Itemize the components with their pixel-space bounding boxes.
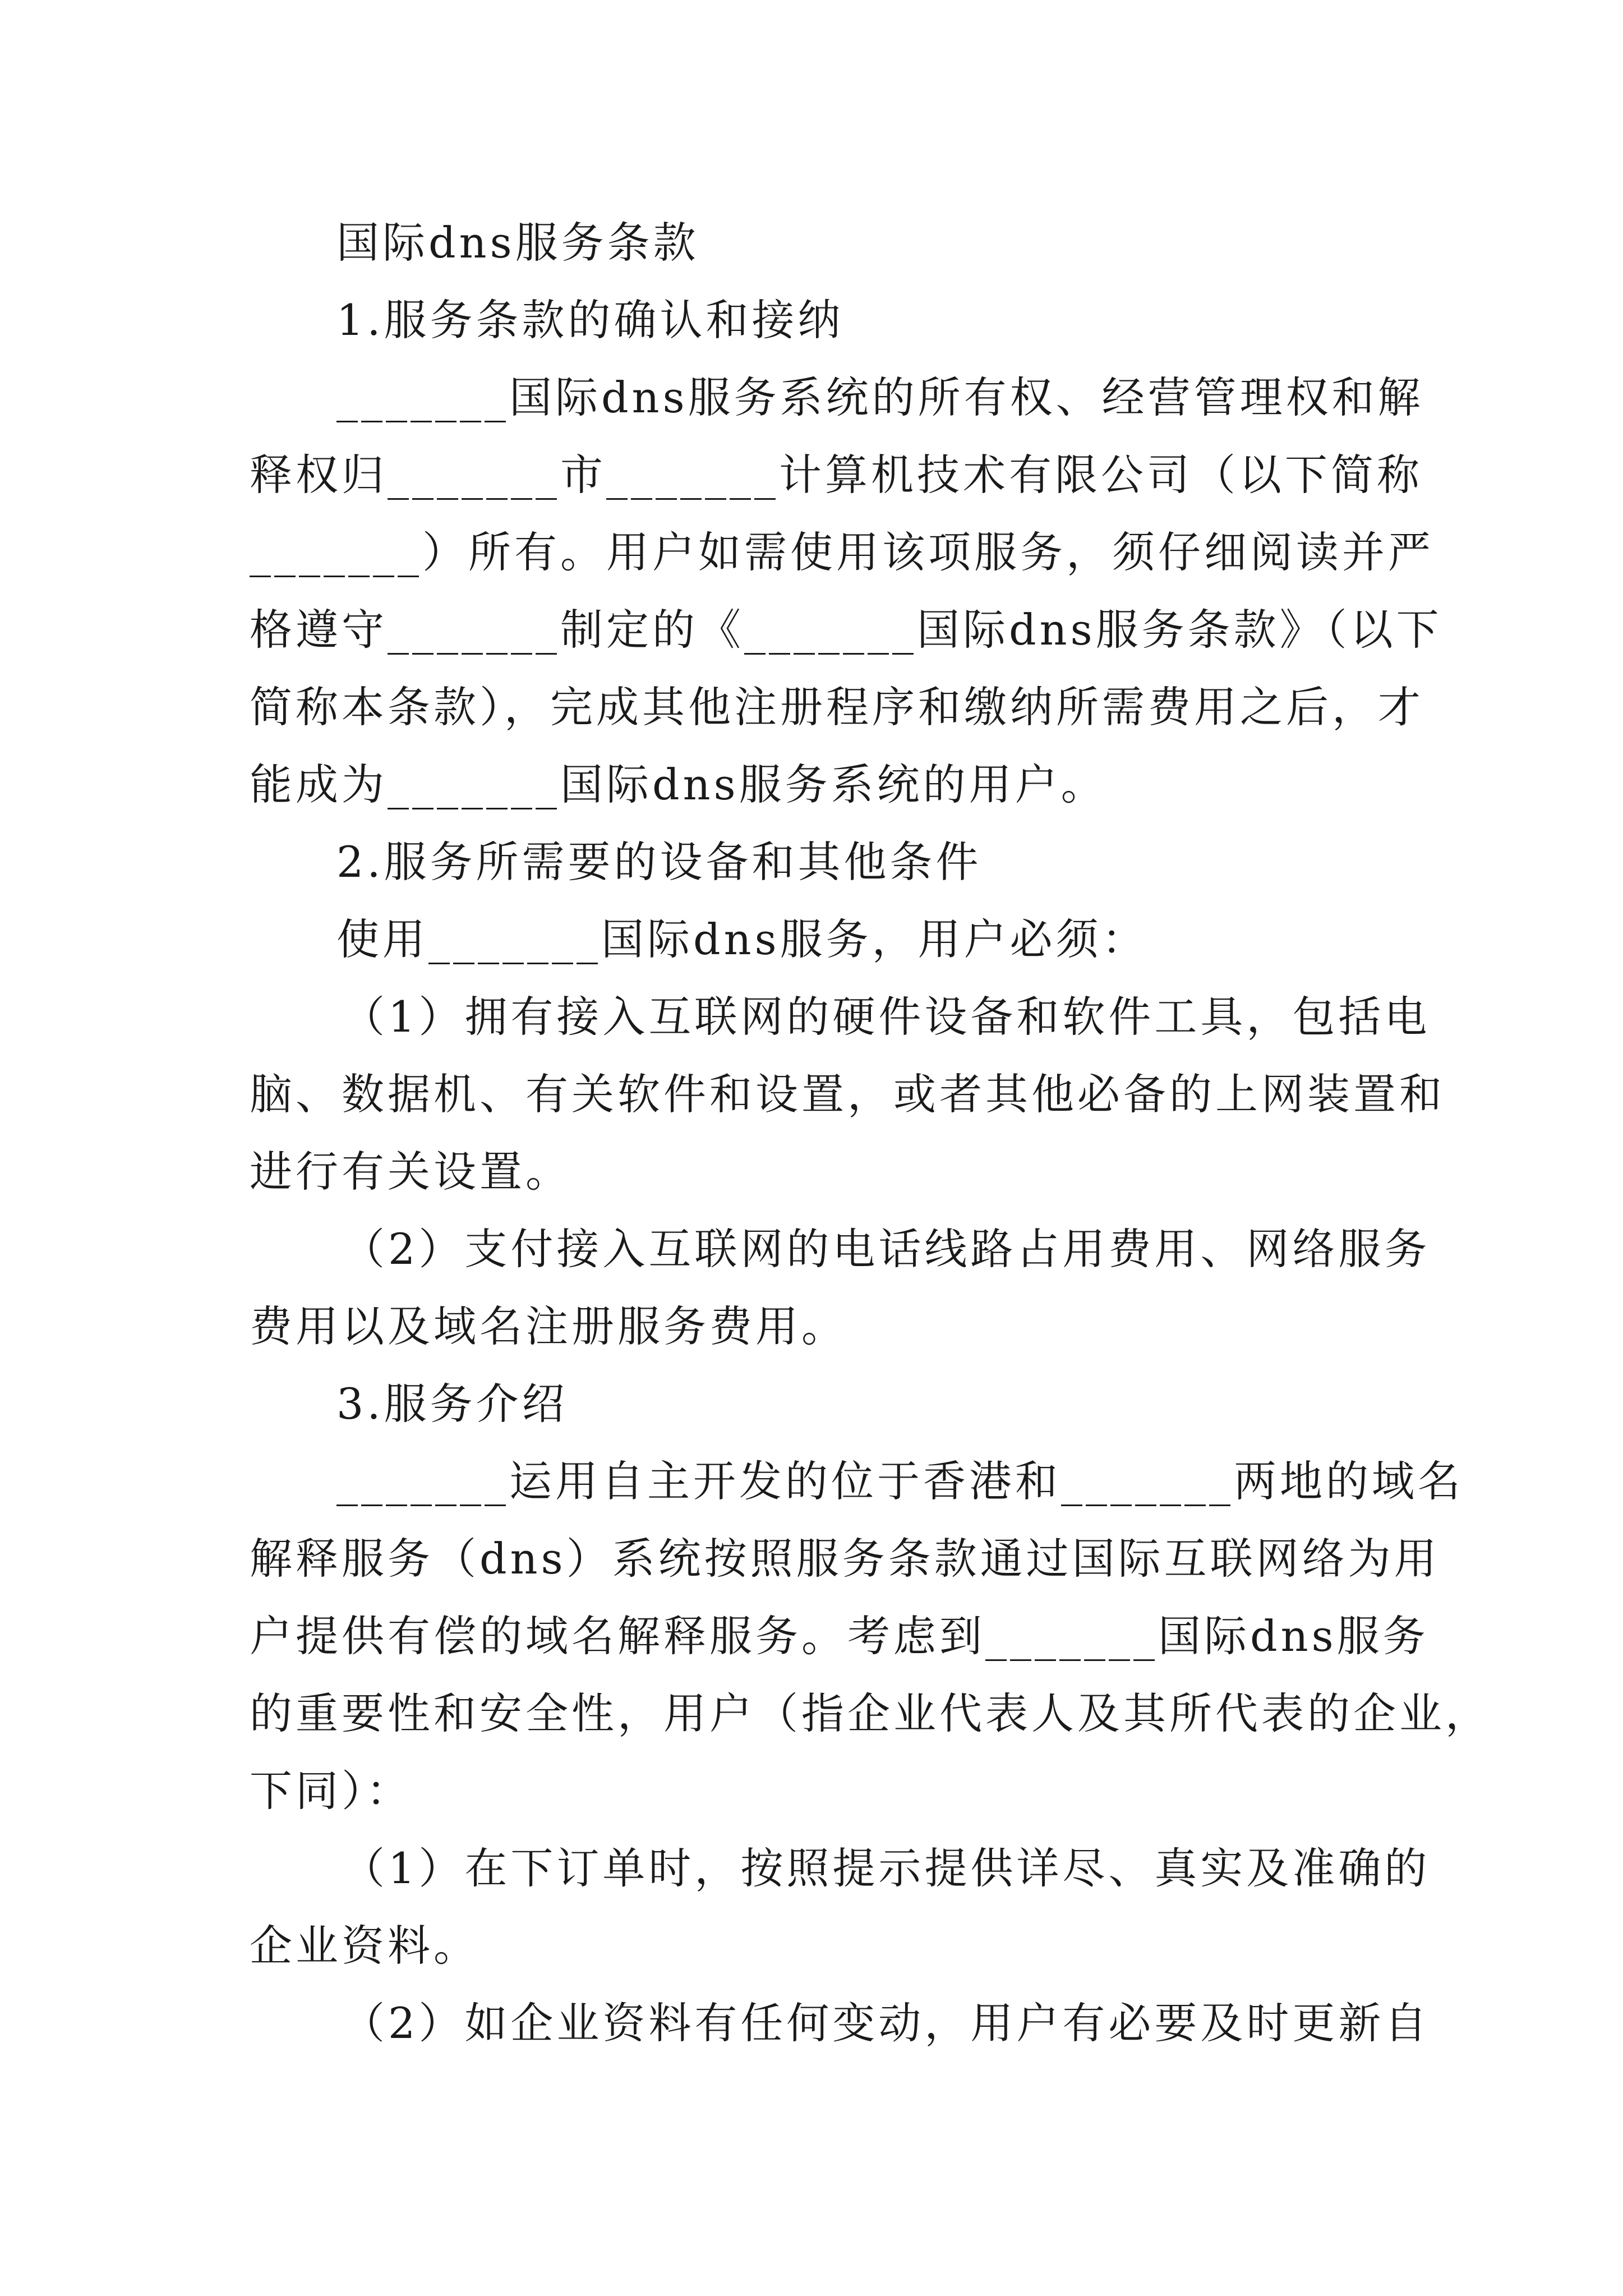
- list-item-line: 费用以及域名注册服务费用。: [250, 1301, 847, 1351]
- paragraph-line: _______运用自主开发的位于香港和_______两地的域名: [336, 1456, 1464, 1506]
- paragraph-line: 的重要性和安全性，用户（指企业代表人及其所代表的企业，: [250, 1688, 1491, 1738]
- paragraph-line: _______）所有。用户如需使用该项服务，须仔细阅读并严: [250, 527, 1434, 577]
- paragraph-line: 能成为_______国际dns服务系统的用户。: [250, 760, 1107, 809]
- paragraph-line: 简称本条款），完成其他注册程序和缴纳所需费用之后，才: [250, 682, 1424, 732]
- list-item-line: （1）在下订单时，按照提示提供详尽、真实及准确的: [342, 1843, 1431, 1893]
- section-heading-3: 3.服务介绍: [336, 1379, 568, 1429]
- list-item-line: 进行有关设置。: [250, 1147, 571, 1197]
- list-item-line: 企业资料。: [250, 1921, 479, 1971]
- paragraph-line: 户提供有偿的域名解释服务。考虑到_______国际dns服务: [250, 1611, 1429, 1661]
- paragraph-line: 解释服务（dns）系统按照服务条款通过国际互联网络为用: [250, 1534, 1440, 1584]
- paragraph-line: 使用_______国际dns服务，用户必须：: [336, 914, 1148, 964]
- list-item-line: （2）支付接入互联网的电话线路占用费用、网络服务: [342, 1224, 1431, 1274]
- paragraph-line: _______国际dns服务系统的所有权、经营管理权和解: [336, 372, 1424, 422]
- list-item-line: （1）拥有接入互联网的硬件设备和软件工具，包括电: [342, 992, 1431, 1042]
- paragraph-line: 格遵守_______制定的《_______国际dns服务条款》（以下: [250, 605, 1442, 655]
- paragraph-line: 下同）：: [250, 1766, 412, 1816]
- list-item-line: （2）如企业资料有任何变动，用户有必要及时更新自: [342, 1998, 1431, 2048]
- section-heading-2: 2.服务所需要的设备和其他条件: [336, 837, 982, 887]
- document-title: 国际dns服务条款: [336, 218, 699, 268]
- paragraph-line: 释权归_______市_______计算机技术有限公司（以下简称: [250, 450, 1423, 500]
- list-item-line: 脑、数据机、有关软件和设置，或者其他必备的上网装置和: [250, 1069, 1445, 1119]
- section-heading-1: 1.服务条款的确认和接纳: [336, 295, 844, 345]
